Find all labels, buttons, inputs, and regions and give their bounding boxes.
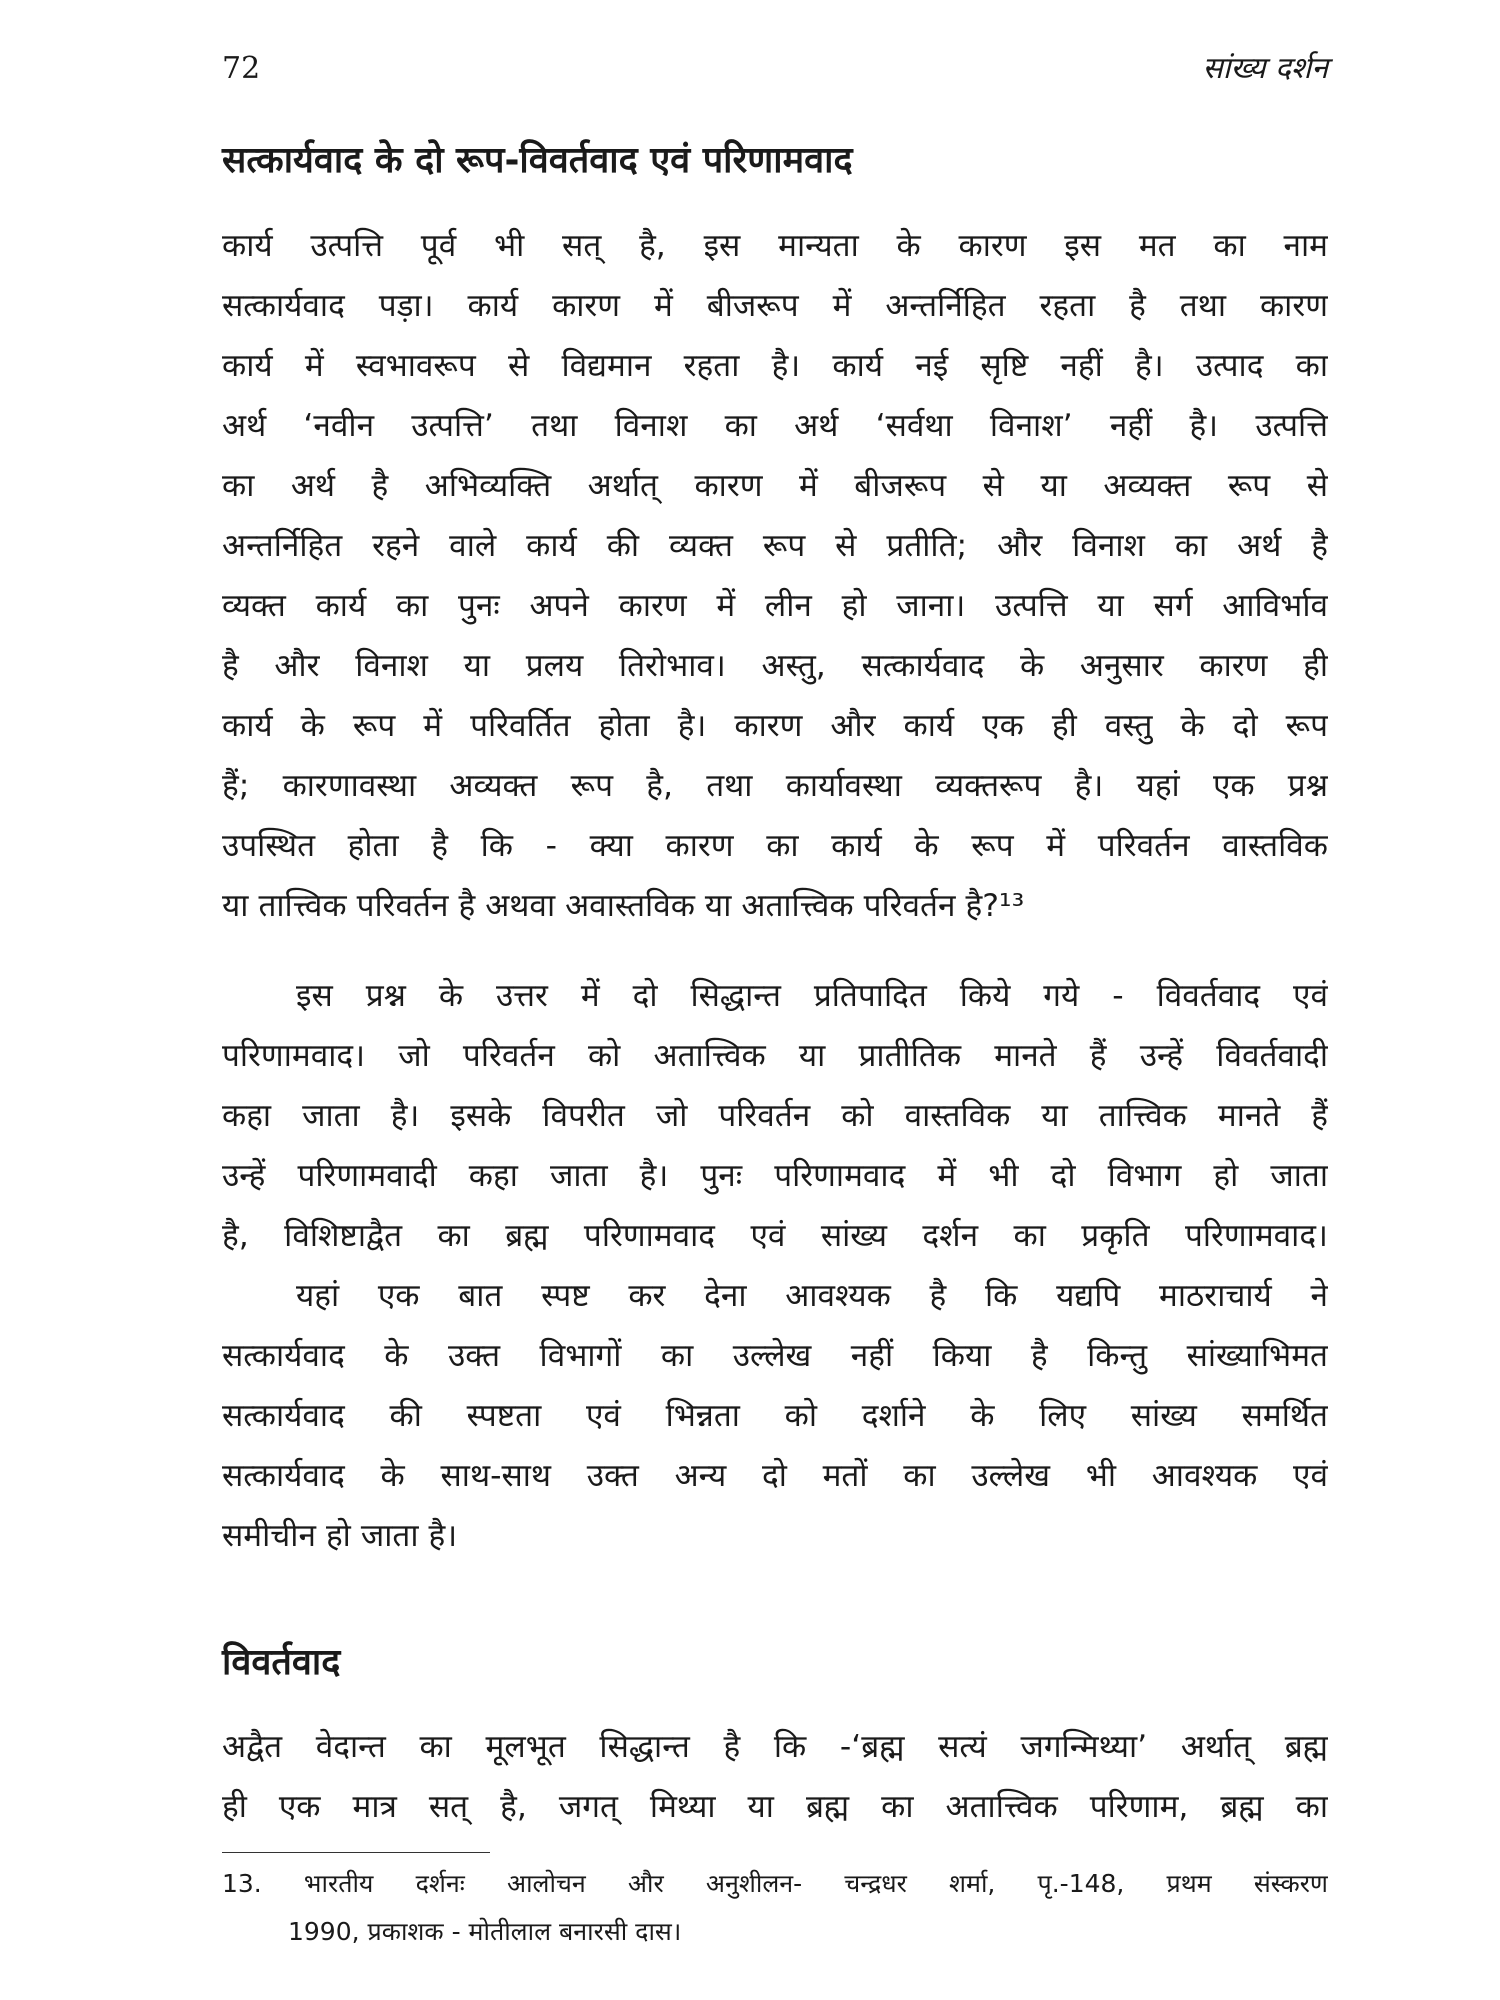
text-line: या तात्त्विक परिवर्तन है अथवा अवास्तविक या अतात्त्विक परिवर्तन है?¹³ — [222, 888, 1025, 924]
section-heading-satkaryavad: सत्कार्यवाद के दो रूप-विवर्तवाद एवं परिणामवाद — [222, 140, 853, 181]
text-line: ही एक मात्र सत् है, जगत् मिथ्या या ब्रह्म का अतात्त्विक परिणाम, ब्रह्म का — [222, 1789, 1328, 1825]
text-line: इस प्रश्न के उत्तर में दो सिद्धान्त प्रतिपादित किये गये - विवर्तवाद एवं — [296, 978, 1328, 1014]
text-line: कार्य के रूप में परिवर्तित होता है। कारण और कार्य एक ही वस्तु के दो रूप — [222, 708, 1328, 744]
footnote-13 — [222, 1860, 1328, 1956]
text-line: सत्कार्यवाद की स्पष्टता एवं भिन्नता को दर्शाने के लिए सांख्य समर्थित — [222, 1398, 1328, 1434]
section-heading-vivartavad: विवर्तवाद — [222, 1642, 341, 1683]
book-title: सांख्य दर्शन — [1202, 51, 1328, 86]
text-line: अद्वैत वेदान्त का मूलभूत सिद्धान्त है कि -‘ब्रह्म सत्यं जगन्मिथ्या’ अर्थात् ब्रह्म — [222, 1729, 1328, 1765]
text-line: कार्य में स्वभावरूप से विद्यमान रहता है। कार्य नई सृष्टि नहीं है। उत्पाद का — [222, 348, 1328, 384]
page-number: 72 — [222, 51, 261, 86]
running-header — [222, 44, 1328, 94]
text-line: अर्थ ‘नवीन उत्पत्ति’ तथा विनाश का अर्थ ‘सर्वथा विनाश’ नहीं है। उत्पत्ति — [222, 408, 1328, 444]
text-line: उन्हें परिणामवादी कहा जाता है। पुनः परिणामवाद में भी दो विभाग हो जाता — [222, 1158, 1328, 1194]
paragraph — [222, 966, 1328, 1266]
paragraph — [222, 216, 1328, 936]
paragraph — [222, 1266, 1328, 1566]
text-line: परिणामवाद। जो परिवर्तन को अतात्त्विक या प्रातीतिक मानते हैं उन्हें विवर्तवादी — [222, 1038, 1328, 1074]
text-line: उपस्थित होता है कि - क्या कारण का कार्य के रूप में परिवर्तन वास्तविक — [222, 828, 1328, 864]
text-line: सत्कार्यवाद पड़ा। कार्य कारण में बीजरूप में अन्तर्निहित रहता है तथा कारण — [222, 288, 1328, 324]
footnote-divider — [222, 1852, 490, 1853]
text-line: अन्तर्निहित रहने वाले कार्य की व्यक्त रूप से प्रतीति; और विनाश का अर्थ है — [222, 528, 1328, 564]
footnote-line: 13. भारतीय दर्शनः आलोचन और अनुशीलन- चन्द्रधर शर्मा, पृ.-148, प्रथम संस्करण — [222, 1869, 1328, 1898]
paragraph — [222, 1717, 1328, 1837]
footnote-line: 1990, प्रकाशक - मोतीलाल बनारसी दास। — [288, 1917, 682, 1946]
text-line: कार्य उत्पत्ति पूर्व भी सत् है, इस मान्यता के कारण इस मत का नाम — [222, 228, 1328, 264]
text-line: है, विशिष्टाद्वैत का ब्रह्म परिणामवाद एवं सांख्य दर्शन का प्रकृति परिणामवाद। — [222, 1218, 1328, 1254]
text-line: समीचीन हो जाता है। — [222, 1518, 458, 1554]
text-line: का अर्थ है अभिव्यक्ति अर्थात् कारण में बीजरूप से या अव्यक्त रूप से — [222, 468, 1328, 504]
text-line: हैं; कारणावस्था अव्यक्त रूप है, तथा कार्यावस्था व्यक्तरूप है। यहां एक प्रश्न — [222, 768, 1328, 804]
text-line: व्यक्त कार्य का पुनः अपने कारण में लीन हो जाना। उत्पत्ति या सर्ग आविर्भाव — [222, 588, 1328, 624]
text-line: यहां एक बात स्पष्ट कर देना आवश्यक है कि यद्यपि माठराचार्य ने — [296, 1278, 1328, 1314]
text-line: कहा जाता है। इसके विपरीत जो परिवर्तन को वास्तविक या तात्त्विक मानते हैं — [222, 1098, 1328, 1134]
text-line: है और विनाश या प्रलय तिरोभाव। अस्तु, सत्कार्यवाद के अनुसार कारण ही — [222, 648, 1328, 684]
text-line: सत्कार्यवाद के साथ-साथ उक्त अन्य दो मतों का उल्लेख भी आवश्यक एवं — [222, 1458, 1328, 1494]
text-line: सत्कार्यवाद के उक्त विभागों का उल्लेख नहीं किया है किन्तु सांख्याभिमत — [222, 1338, 1328, 1374]
